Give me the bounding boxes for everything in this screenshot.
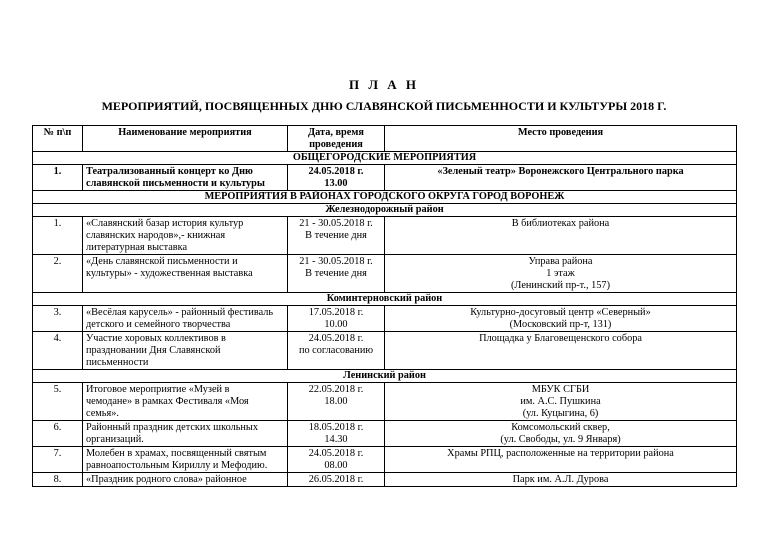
- row-place: Парк им. А.Л. Дурова: [385, 473, 737, 487]
- row-date: 24.05.2018 г. по согласованию: [288, 332, 385, 370]
- row-date: 26.05.2018 г.: [288, 473, 385, 487]
- table-row: [33, 473, 737, 487]
- table-row: [33, 383, 737, 421]
- row-name: «Весёлая карусель» - районный фестиваль детского и семейного творчества: [83, 306, 288, 332]
- table-row: [33, 421, 737, 447]
- plan-subtitle: МЕРОПРИЯТИЙ, ПОСВЯЩЕННЫХ ДНЮ СЛАВЯНСКОЙ ПИСЬМЕННОСТИ И КУЛЬТУРЫ 2018 Г.: [101, 99, 667, 113]
- row-name: «День славянской письменности и культуры» - художественная выставка: [83, 255, 288, 293]
- district-row: [33, 204, 737, 217]
- row-num: 4.: [33, 332, 83, 370]
- row-num: 6.: [33, 421, 83, 447]
- district-leninsky: Ленинский район: [33, 370, 737, 383]
- row-date: 24.05.2018 г. 08.00: [288, 447, 385, 473]
- row-date: 18.05.2018 г. 14.30: [288, 421, 385, 447]
- row-place: В библиотеках района: [385, 217, 737, 255]
- table-row: [33, 332, 737, 370]
- section-city-title: ОБЩЕГОРОДСКИЕ МЕРОПРИЯТИЯ: [33, 152, 737, 165]
- table-row: [33, 217, 737, 255]
- row-date: 21 - 30.05.2018 г. В течение дня: [288, 255, 385, 293]
- row-num: 3.: [33, 306, 83, 332]
- row-num: 5.: [33, 383, 83, 421]
- row-num: 7.: [33, 447, 83, 473]
- row-name: Итоговое мероприятие «Музей в чемодане» в рамках Фестиваля «Моя семья».: [83, 383, 288, 421]
- district-row: [33, 293, 737, 306]
- row-date: 22.05.2018 г. 18.00: [288, 383, 385, 421]
- table-row: [33, 306, 737, 332]
- row-name: «Праздник родного слова» районное: [83, 473, 288, 487]
- row-place: Комсомольский сквер, (ул. Свободы, ул. 9 Января): [385, 421, 737, 447]
- district-kominternovsky: Коминтерновский район: [33, 293, 737, 306]
- row-place: МБУК СГБИ им. А.С. Пушкина (ул. Куцыгина, 6): [385, 383, 737, 421]
- table-row: [33, 165, 737, 191]
- row-num: 8.: [33, 473, 83, 487]
- table-row: [33, 447, 737, 473]
- header-num: № п\п: [33, 126, 83, 152]
- row-name: «Славянский базар история культур славянских народов»,- книжная литературная выставка: [83, 217, 288, 255]
- header-date: Дата, время проведения: [288, 126, 385, 152]
- table-header-row: [33, 126, 737, 152]
- district-row: [33, 370, 737, 383]
- header-place: Место проведения: [385, 126, 737, 152]
- row-place: Храмы РПЦ, расположенные на территории района: [385, 447, 737, 473]
- header-name: Наименование мероприятия: [83, 126, 288, 152]
- row-place: «Зеленый театр» Воронежского Центрального парка: [385, 165, 737, 191]
- row-num: 2.: [33, 255, 83, 293]
- section-districts-title: МЕРОПРИЯТИЯ В РАЙОНАХ ГОРОДСКОГО ОКРУГА ГОРОД ВОРОНЕЖ: [33, 191, 737, 204]
- plan-title: П Л А Н: [348, 77, 420, 92]
- table-row: [33, 255, 737, 293]
- row-name: Участие хоровых коллективов в праздновании Дня Славянской письменности: [83, 332, 288, 370]
- row-place: Площадка у Благовещенского собора: [385, 332, 737, 370]
- district-zheleznodorozhny: Железнодорожный район: [33, 204, 737, 217]
- events-table: [32, 125, 737, 487]
- row-date: 21 - 30.05.2018 г. В течение дня: [288, 217, 385, 255]
- section-city-row: [33, 152, 737, 165]
- row-name: Районный праздник детских школьных организаций.: [83, 421, 288, 447]
- row-place: Управа района 1 этаж (Ленинский пр-т., 157): [385, 255, 737, 293]
- row-num: 1.: [33, 165, 83, 191]
- row-date: 24.05.2018 г. 13.00: [288, 165, 385, 191]
- row-num: 1.: [33, 217, 83, 255]
- section-districts-row: [33, 191, 737, 204]
- row-date: 17.05.2018 г. 10.00: [288, 306, 385, 332]
- row-place: Культурно-досуговый центр «Северный» (Московский пр-т, 131): [385, 306, 737, 332]
- row-name: Молебен в храмах, посвященный святым равноапостольным Кириллу и Мефодию.: [83, 447, 288, 473]
- row-name: Театрализованный концерт ко Дню славянской письменности и культуры: [83, 165, 288, 191]
